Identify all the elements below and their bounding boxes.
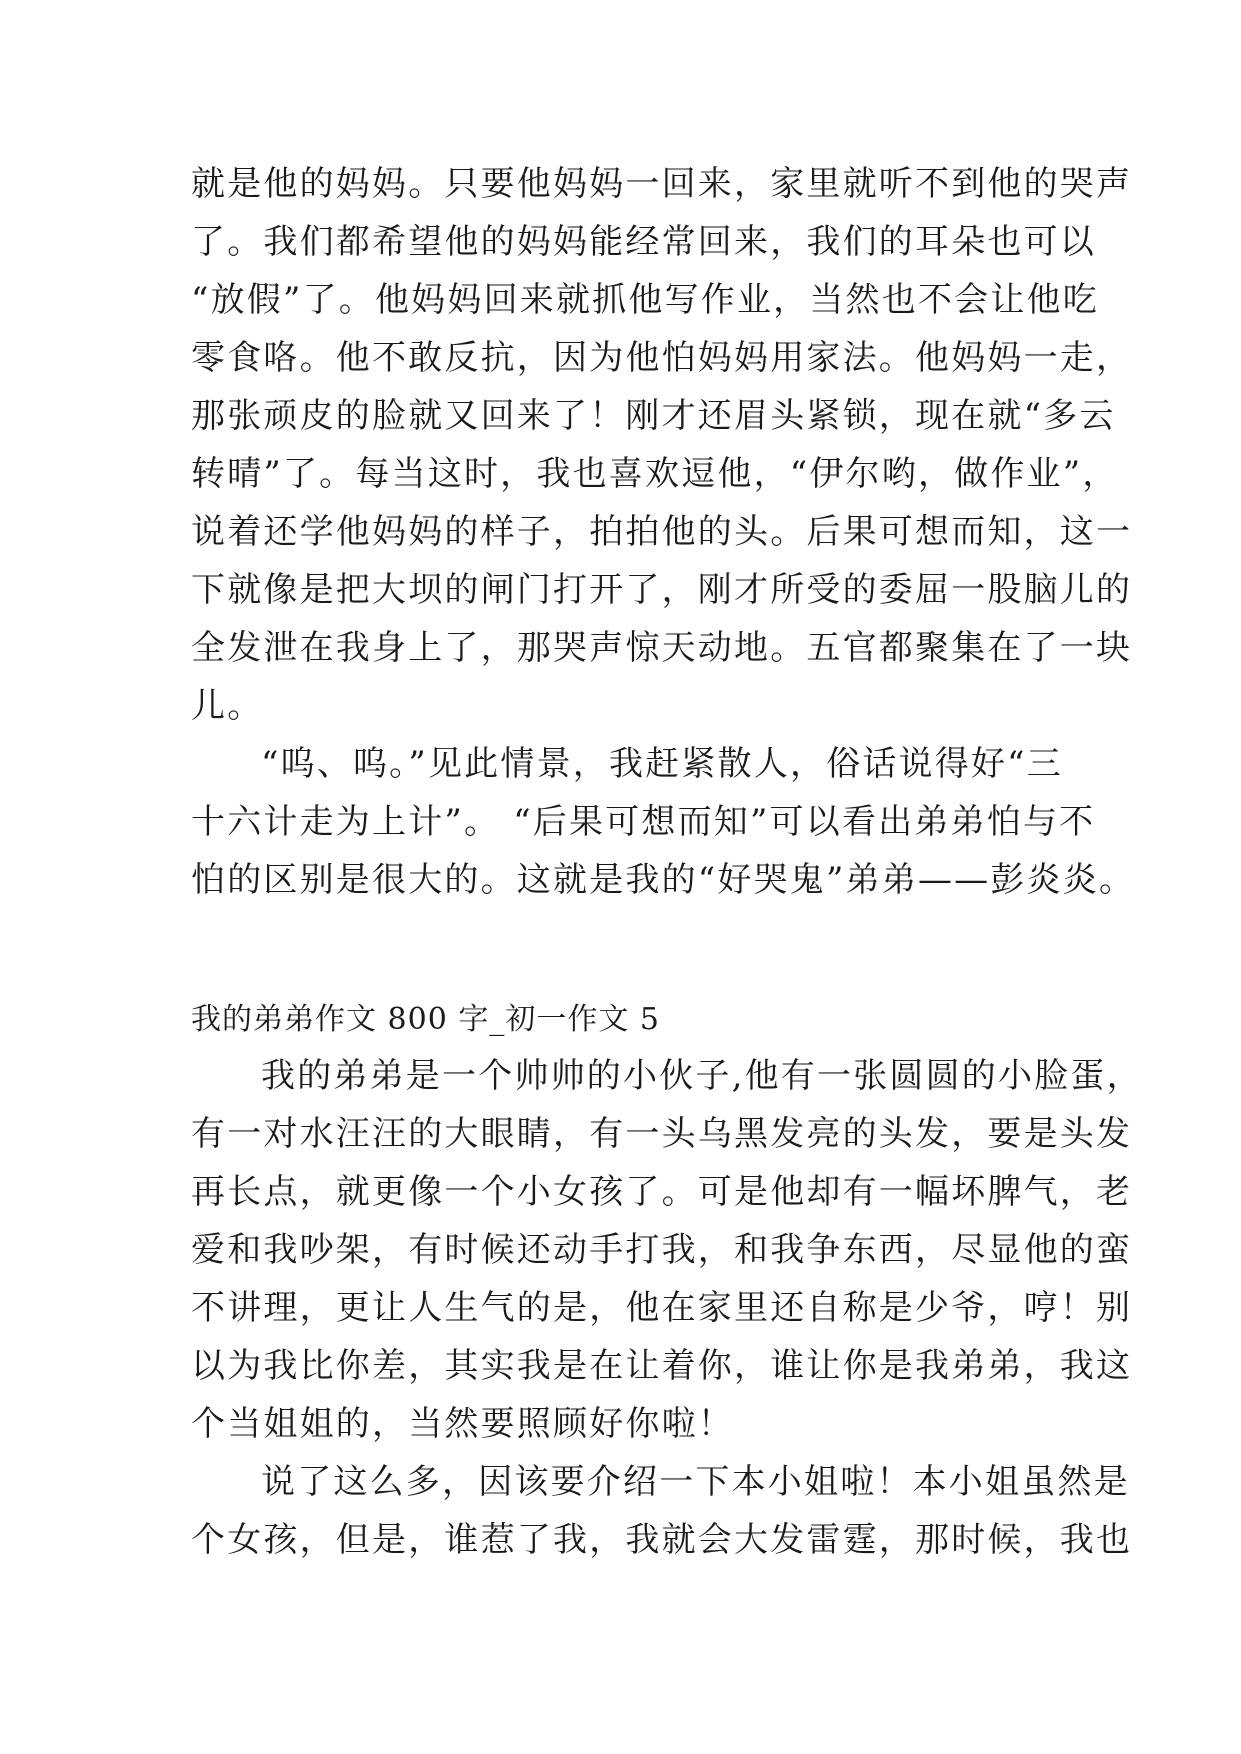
text-line: “呜、呜。”见此情景，我赶紧散人，俗话说得好“三 <box>261 744 1063 784</box>
text-line: 转晴”了。每当这时，我也喜欢逗他，“伊尔哟，做作业”， <box>191 454 1119 494</box>
paragraph-3 <box>191 1047 1143 1453</box>
text-line: 有一对水汪汪的大眼睛，有一头乌黑发亮的头发，要是头发 <box>191 1114 1133 1154</box>
text-line: 再长点，就更像一个小女孩了。可是他却有一幅坏脾气，老 <box>191 1172 1133 1212</box>
text-line: 说了这么多，因该要介绍一下本小姐啦！本小姐虽然是 <box>261 1462 1130 1502</box>
text-line: 怕的区别是很大的。这就是我的“好哭鬼”弟弟——彭炎炎。 <box>191 860 1136 900</box>
section-gap <box>191 909 1051 993</box>
text-line: “放假”了。他妈妈回来就抓他写作业，当然也不会让他吃 <box>191 280 1099 320</box>
text-line: 儿。 <box>191 686 264 726</box>
text-line: 那张顽皮的脸就又回来了！刚才还眉头紧锁，现在就“多云 <box>191 396 1116 436</box>
text-line: 下就像是把大坝的闸门打开了，刚才所受的委屈一股脑儿的 <box>191 570 1133 610</box>
text-line: 个当姐姐的，当然要照顾好你啦！ <box>191 1404 734 1444</box>
text-line: 爱和我吵架，有时候还动手打我，和我争东西，尽显他的蛮 <box>191 1230 1133 1270</box>
paragraph-2 <box>191 735 1136 909</box>
text-line: 零食咯。他不敢反抗，因为他怕妈妈用家法。他妈妈一走， <box>191 338 1133 378</box>
text-line: 了。我们都希望他的妈妈能经常回来，我们的耳朵也可以 <box>191 222 1096 262</box>
paragraph-1 <box>191 155 1133 735</box>
text-line: 不讲理，更让人生气的是，他在家里还自称是少爷，哼！别 <box>191 1288 1133 1328</box>
text-line: 个女孩，但是，谁惹了我，我就会大发雷霆，那时候，我也 <box>191 1520 1133 1560</box>
text-line: 就是他的妈妈。只要他妈妈一回来，家里就听不到他的哭声 <box>191 164 1133 204</box>
section-title: 我的弟弟作文 800 字_初一作文 5 <box>191 1002 660 1037</box>
text-line: 说着还学他妈妈的样子，拍拍他的头。后果可想而知，这一 <box>191 512 1133 552</box>
paragraph-4 <box>191 1453 1133 1569</box>
text-line: 十六计走为上计”。 “后果可想而知”可以看出弟弟怕与不 <box>191 802 1096 842</box>
text-line: 我的弟弟是一个帅帅的小伙子,他有一张圆圆的小脸蛋， <box>261 1056 1143 1096</box>
text-line: 全发泄在我身上了，那哭声惊天动地。五官都聚集在了一块 <box>191 628 1133 668</box>
document-body <box>191 155 1143 1569</box>
text-line: 以为我比你差，其实我是在让着你，谁让你是我弟弟，我这 <box>191 1346 1133 1386</box>
